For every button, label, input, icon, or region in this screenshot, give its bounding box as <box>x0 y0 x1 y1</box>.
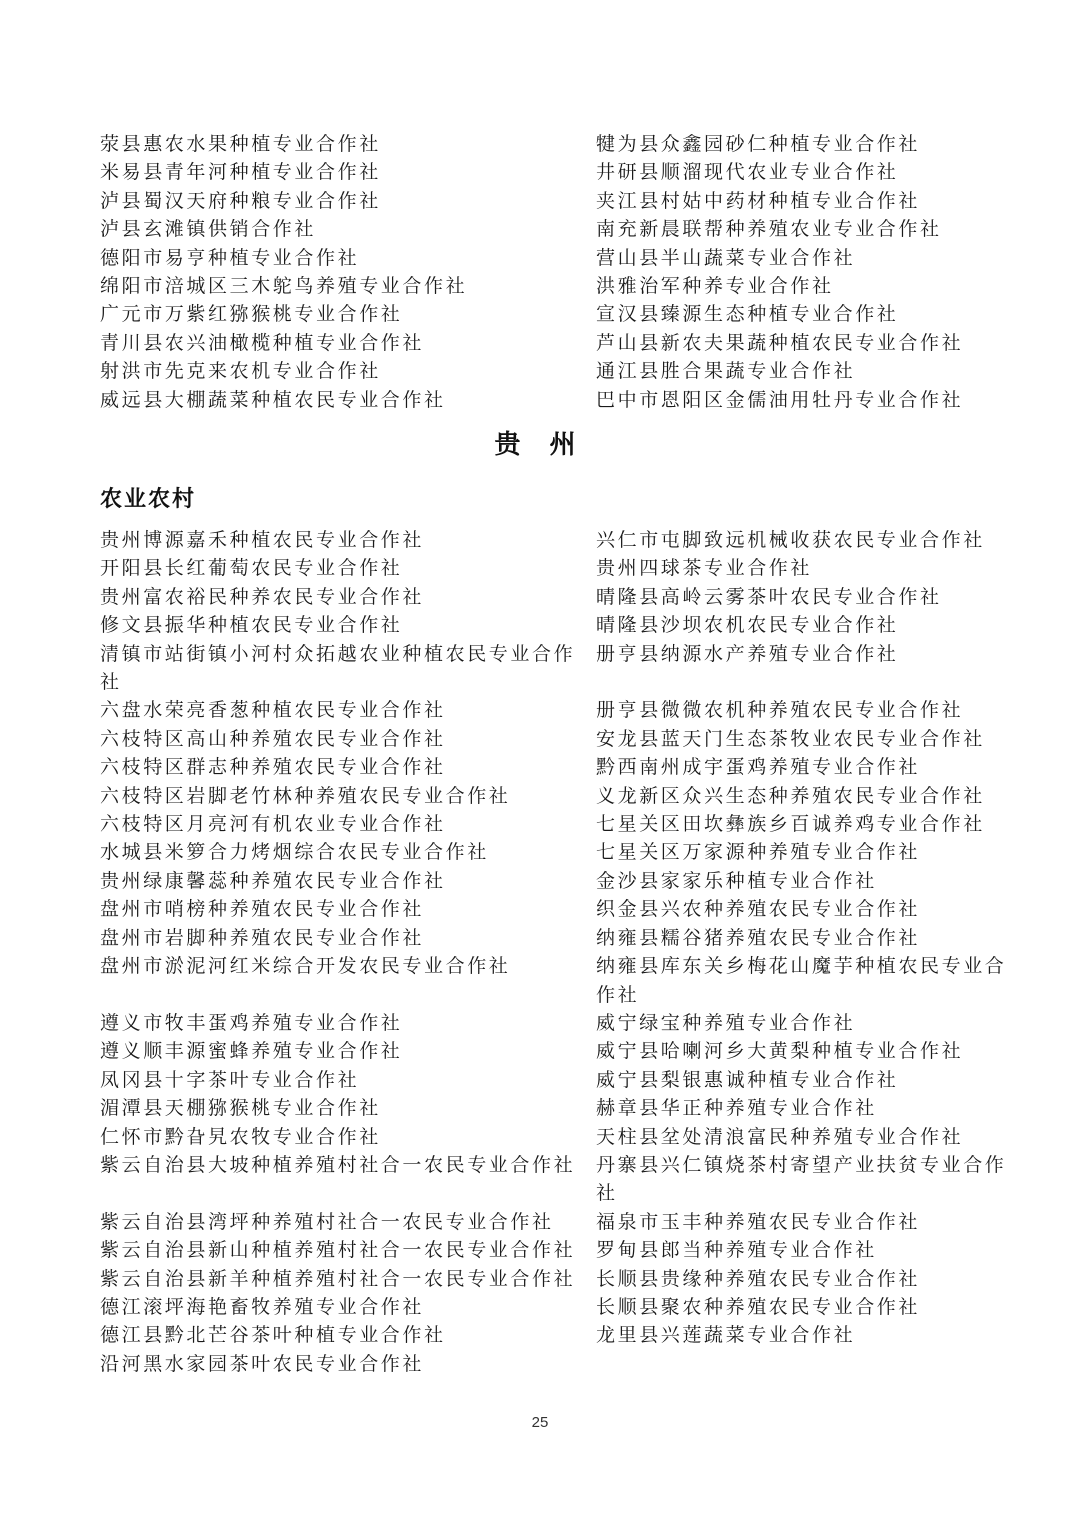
list-item: 水城县米箩合力烤烟综合农民专业合作社 <box>100 841 489 864</box>
list-row <box>100 526 1010 554</box>
list-item: 青川县农兴油橄榄种植专业合作社 <box>100 331 425 354</box>
list-item: 贵州富农裕民种养农民专业合作社 <box>100 585 425 608</box>
list-item: 德江县黔北芒谷茶叶种植专业合作社 <box>100 1324 446 1347</box>
list-item: 紫云自治县新羊种植养殖村社合一农民专业合作社 <box>100 1267 576 1290</box>
list-item: 六盘水荣亮香葱种植农民专业合作社 <box>100 699 446 722</box>
list-item: 德江滚坪海艳畜牧养殖专业合作社 <box>100 1295 425 1318</box>
list-row <box>100 1321 1010 1349</box>
list-item: 册亨县纳源水产养殖专业合作社 <box>596 642 899 665</box>
list-item: 织金县兴农种养殖农民专业合作社 <box>596 898 921 921</box>
list-row <box>100 924 1010 952</box>
list-item: 夹江县村姑中药材种植专业合作社 <box>596 189 921 212</box>
list-item: 六枝特区月亮河有机农业专业合作社 <box>100 813 446 836</box>
list-item: 宣汉县臻源生态种植专业合作社 <box>596 303 899 326</box>
cooperative-list-guizhou <box>100 526 1010 1378</box>
section-title: 农业农村 <box>100 487 197 512</box>
list-item: 贵州博源嘉禾种植农民专业合作社 <box>100 529 425 551</box>
list-item: 井研县顺溜现代农业专业合作社 <box>596 161 899 184</box>
list-item: 盘州市淤泥河红米综合开发农民专业合作社 <box>100 955 511 978</box>
list-item: 米易县青年河种植专业合作社 <box>100 161 381 184</box>
list-row <box>100 1151 1010 1208</box>
list-row <box>100 583 1010 611</box>
list-item: 贵州绿康馨蕊种养殖农民专业合作社 <box>100 869 446 892</box>
list-item: 芦山县新农夫果蔬种植农民专业合作社 <box>596 331 964 354</box>
list-item: 赫章县华正种养殖专业合作社 <box>596 1097 877 1120</box>
list-row <box>100 838 1010 866</box>
list-row <box>100 1066 1010 1094</box>
list-row <box>100 386 1010 414</box>
list-row <box>100 640 1010 697</box>
list-item: 营山县半山蔬菜专业合作社 <box>596 246 856 269</box>
page-number: 25 <box>531 1414 549 1431</box>
list-item: 长顺县聚农种养殖农民专业合作社 <box>596 1295 921 1318</box>
list-item: 开阳县长红葡萄农民专业合作社 <box>100 557 403 580</box>
list-item: 威远县大棚蔬菜种植农民专业合作社 <box>100 388 446 411</box>
list-item: 六枝特区岩脚老竹林种养殖农民专业合作社 <box>100 784 511 807</box>
list-row <box>100 725 1010 753</box>
list-row <box>100 782 1010 810</box>
list-item: 威宁绿宝种养殖专业合作社 <box>596 1011 856 1034</box>
list-item: 洪雅治军种养专业合作社 <box>596 275 834 298</box>
list-item: 六枝特区群志种养殖农民专业合作社 <box>100 756 446 779</box>
list-item: 凤冈县十字茶叶专业合作社 <box>100 1068 360 1091</box>
list-row <box>100 611 1010 639</box>
list-item: 清镇市站街镇小河村众拓越农业种植农民专业合作社 <box>100 642 576 694</box>
list-row <box>100 357 1010 385</box>
list-item: 盘州市哨榜种养殖农民专业合作社 <box>100 898 425 921</box>
list-row <box>100 1265 1010 1293</box>
list-row <box>100 1350 1010 1378</box>
list-row <box>100 952 1010 1009</box>
list-item: 遵义市牧丰蛋鸡养殖专业合作社 <box>100 1011 403 1034</box>
list-item: 六枝特区高山种养殖农民专业合作社 <box>100 727 446 750</box>
list-item: 威宁县哈喇河乡大黄梨种植专业合作社 <box>596 1040 964 1063</box>
list-item: 沿河黑水家园茶叶农民专业合作社 <box>100 1352 425 1375</box>
list-item: 威宁县梨银惠诚种植专业合作社 <box>596 1068 899 1091</box>
list-item: 仁怀市黔旮旯农牧专业合作社 <box>100 1125 381 1148</box>
list-row <box>100 300 1010 328</box>
list-row <box>100 1009 1010 1037</box>
list-row <box>100 215 1010 243</box>
list-row <box>100 1123 1010 1151</box>
list-row <box>100 1094 1010 1122</box>
list-item: 荥县惠农水果种植专业合作社 <box>100 133 381 155</box>
list-item: 福泉市玉丰种养殖农民专业合作社 <box>596 1210 921 1233</box>
list-item: 修文县振华种植农民专业合作社 <box>100 614 403 637</box>
list-item: 晴隆县沙坝农机农民专业合作社 <box>596 614 899 637</box>
list-row <box>100 329 1010 357</box>
list-row <box>100 554 1010 582</box>
list-item: 纳雍县库东关乡梅花山魔芋种植农民专业合作社 <box>596 955 1007 1006</box>
list-row <box>100 1208 1010 1236</box>
list-item: 兴仁市屯脚致远机械收获农民专业合作社 <box>596 529 985 551</box>
list-item: 金沙县家家乐种植专业合作社 <box>596 869 877 892</box>
list-item: 义龙新区众兴生态种养殖农民专业合作社 <box>596 784 985 807</box>
list-row <box>100 895 1010 923</box>
list-item: 丹寨县兴仁镇烧茶村寄望产业扶贫专业合作社 <box>596 1153 1007 1205</box>
list-row <box>100 1236 1010 1264</box>
list-item: 紫云自治县湾坪种养殖村社合一农民专业合作社 <box>100 1210 554 1233</box>
list-item: 泸县蜀汉天府种粮专业合作社 <box>100 189 381 212</box>
list-row <box>100 696 1010 724</box>
list-item: 七星关区田坎彝族乡百诚养鸡专业合作社 <box>596 813 985 836</box>
list-item: 贵州四球茶专业合作社 <box>596 557 813 580</box>
list-item: 黔西南州成宇蛋鸡养殖专业合作社 <box>596 756 921 779</box>
list-row <box>100 244 1010 272</box>
list-item: 晴隆县高岭云雾茶叶农民专业合作社 <box>596 585 942 608</box>
list-item: 纳雍县糯谷猪养殖农民专业合作社 <box>596 926 921 949</box>
list-item: 罗甸县郎当种养殖专业合作社 <box>596 1239 877 1262</box>
list-row <box>100 187 1010 215</box>
list-item: 射洪市先克来农机专业合作社 <box>100 360 381 383</box>
list-item: 湄潭县天棚猕猴桃专业合作社 <box>100 1097 381 1120</box>
list-row <box>100 1037 1010 1065</box>
list-item: 绵阳市涪城区三木鸵鸟养殖专业合作社 <box>100 275 468 298</box>
list-item: 天柱县坌处清浪富民种养殖专业合作社 <box>596 1125 964 1148</box>
list-row <box>100 158 1010 186</box>
list-row <box>100 753 1010 781</box>
list-item: 紫云自治县大坡种植养殖村社合一农民专业合作社 <box>100 1153 576 1176</box>
list-item <box>596 1350 1010 1378</box>
list-item: 遵义顺丰源蜜蜂养殖专业合作社 <box>100 1040 403 1063</box>
list-item: 德阳市易亨种植专业合作社 <box>100 246 360 269</box>
list-item: 七星关区万家源种养殖专业合作社 <box>596 841 921 864</box>
list-row <box>100 130 1010 158</box>
list-row <box>100 272 1010 300</box>
list-item: 通江县胜合果蔬专业合作社 <box>596 360 856 383</box>
list-item: 南充新晨联帮种养殖农业专业合作社 <box>596 218 942 241</box>
list-item: 盘州市岩脚种养殖农民专业合作社 <box>100 926 425 949</box>
list-item: 紫云自治县新山种植养殖村社合一农民专业合作社 <box>100 1239 576 1262</box>
list-item: 广元市万紫红猕猴桃专业合作社 <box>100 303 403 326</box>
list-row <box>100 810 1010 838</box>
list-item: 安龙县蓝天门生态茶牧业农民专业合作社 <box>596 727 985 750</box>
list-item: 龙里县兴莲蔬菜专业合作社 <box>596 1324 856 1347</box>
list-row <box>100 867 1010 895</box>
list-item: 犍为县众鑫园砂仁种植专业合作社 <box>596 133 921 155</box>
cooperative-list-sichuan <box>100 130 1010 414</box>
region-title: 贵 州 <box>494 430 586 460</box>
list-row <box>100 1293 1010 1321</box>
list-item: 册亨县微微农机种养殖农民专业合作社 <box>596 699 964 722</box>
list-item: 泸县玄滩镇供销合作社 <box>100 218 317 241</box>
list-item: 长顺县贵缘种养殖农民专业合作社 <box>596 1267 921 1290</box>
list-item: 巴中市恩阳区金儒油用牡丹专业合作社 <box>596 388 964 411</box>
